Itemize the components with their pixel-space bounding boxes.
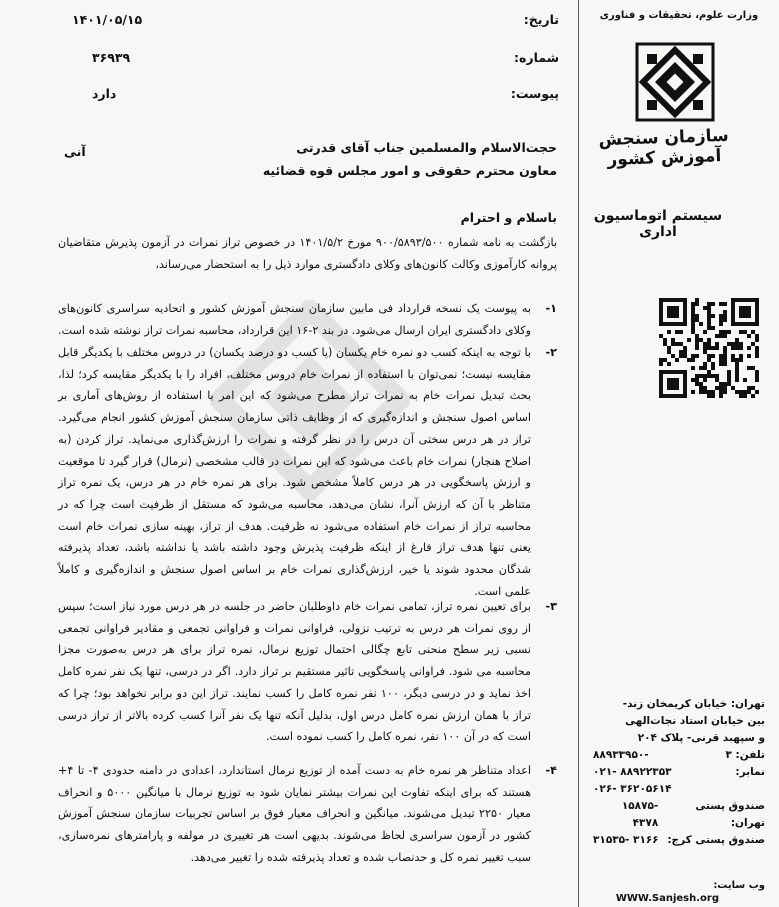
list-item-text: برای تعیین نمره تراز، تمامی نمرات خام داوطلبان حاضر در جلسه در هر درس مورد نیاز است؛ سپس از روی نمرات هر درس به ترتیب نزولی، فراوانی نمرات و فراوانی تجمعی و مقادیر فراوانی تجمعی نسبی زیر سطح منحنی تابع چگالی احتمال توزیع نرمال، نمره تراز برای هر درس به‌صورت مجزا محاسبه می شود. فراوانی پاسخگویی تاثیر مستقیم بر تراز دارد. اگر در درسی، تنها یک نفر نمره کامل اخذ نماید و در درسی دیگر، ۱۰۰ نفر نمره کامل را کسب نمایند. تراز این دو برابر نخواهد بود؛ چرا که تراز با همان ارزش نمره کامل درس اول، بدلیل آنکه تنها یک نفر آنرا کسب کرده بالاتر از تراز درسی است که در آن ۱۰۰ نفر، نمره کامل را کسب نموده است. — [58, 600, 531, 744]
organization-logo-icon — [635, 42, 715, 122]
list-item-number: ۱- — [545, 302, 557, 315]
contact-fax: نمابر: ۰۲۱- ۸۸۹۲۲۳۵۳ — [593, 766, 765, 778]
list-item-number: ۲- — [545, 346, 557, 359]
attachment-value: دارد — [92, 86, 117, 101]
list-item-text: به پیوست یک نسخه قرارداد فی مابین سازمان سنجش آموزش کشور و اتحادیه سراسری کانون‌های وکلای دادگستری ایران ارسال می‌شود. در بند ۲-۱۶ این قرارداد، محاسبه نمرات تراز نوشته شده است. — [58, 302, 531, 337]
website-url[interactable]: WWW.Sanjesh.org — [615, 893, 719, 904]
ministry-name: وزارت علوم، تحقیقات و فناوری — [599, 10, 759, 21]
number-value: ۳۶۹۳۹ — [92, 50, 131, 65]
list-item-text: اعداد متناظر هر نمره خام به دست آمده از توزیع نرمال استاندارد، اعدادی در دامنه حدودی ۴- تا ۴+ هستند که برای اینکه تفاوت این نمرات بیشتر نمایان شود به توزیع نرمال با میانگین ۵۰۰۰ و انحراف معیار ۲۲۵۰ تبدیل می‌شوند. میانگین و انحراف معیار فوق بر اساس تجربیات سازمان سنجش آموزش کشور در آزمون سراسری لحاظ می‌شوند. بدیهی است هر تغییری در مولفه و پارامترهای نمره‌سازی، سبب تغییر نمره کل و حدنصاب شده و تعداد پذیرفته شده را تغییر می‌دهد. — [58, 764, 531, 864]
greeting: باسلام و احترام — [460, 210, 557, 225]
list-item — [58, 596, 557, 748]
list-item — [58, 760, 557, 869]
website-label: وب سایت: — [713, 880, 765, 891]
list-item — [58, 342, 557, 602]
list-item-number: ۴- — [545, 764, 557, 777]
qr-code-icon — [659, 298, 759, 398]
contact-po-box-tehran: صندوق پستی تهران: ۱۵۸۷۵- ۴۳۷۸ — [621, 800, 765, 829]
contact-fax-2: ۰۲۶- ۳۶۲۰۵۶۱۴ — [593, 783, 672, 795]
letterhead-sidebar — [578, 0, 779, 907]
urgency-badge: آنی — [64, 144, 86, 159]
number-label: شماره: — [514, 50, 559, 65]
contact-phone: تلفن: ۳ ۸۸۹۳۳۹۵۰- — [593, 749, 765, 761]
list-item-text: با توجه به اینکه کسب دو نمره خام یکسان (یا کسب دو درصد یکسان) در دروس مختلف با یکدیگر قابل مقایسه نیست؛ نمی‌توان با استفاده از نمرات خام دروس مختلف، افراد را با یکدیگر مقایسه کرد؛ لذا، بحث تبدیل نمرات خام به نمرات تراز مطرح می‌شود که این امر با استفاده از روش‌های آماری بر اساس اصول سنجش و اندازه‌گیری که از وظایف ذاتی سازمان سنجش آموزش کشور انجام می‌گیرد. تراز در هر درس سختی آن درس را در نظر گرفته و نمرات را ارزش‌گذاری می‌نماید. تراز کردن (به اصلاح هنجار) نمرات خام باعث می‌شود که این نمرات در قالب مشخصی (نرمال) قرار گیرد تا موقعیت و ارزش پاسخگویی در هر درس کاملاً مشخص شود. برای هر نمره خام در هر درس، یک نمره تراز متناظر با آن که ارزش آنرا، نشان می‌دهد، محاسبه می‌شود که مستقل از ظرفیت است چرا که در محاسبه تراز از نمرات خام استفاده می‌شود نه ظرفیت. هدف از تراز، بهینه سازی نمرات خام است یعنی تنها هدف تراز فارغ از اینکه ظرفیت پذیرش وجود داشته باشد یا نداشته باشد، تعداد پذیرفته شدگان محدود شوند یا خیر، ارزش‌گذاری نمرات خام بر اساس اصول سنجش و اندازه‌گیری و کاملاً علمی است. — [58, 346, 531, 598]
organization-name: سازمان سنجش آموزش کشور — [598, 125, 730, 170]
address-line: و سپهبد قرنی- پلاک ۲۰۴ — [637, 732, 765, 744]
system-name: سیستم اتوماسیون اداری — [593, 208, 723, 240]
list-item — [58, 298, 557, 341]
date-label: تاریخ: — [523, 12, 559, 27]
contact-po-box-karaj: صندوق پستی کرج: ۳۱۵۳۵- ۳۱۶۶ — [593, 834, 765, 846]
date-value: ۱۴۰۱/۰۵/۱۵ — [72, 12, 143, 27]
address-line: تهران: خیابان کریمخان زند- — [622, 698, 765, 710]
intro-paragraph: بازگشت به نامه شماره ۹۰۰/۵۸۹۳/۵۰۰ مورخ ۱۴۰۱/۵/۲ در خصوص تراز نمرات در آزمون پذیرش متقاضیان پروانه کارآموزی وکالت کانون‌های وکلای دادگستری موارد ذیل را به استحضار می‌رساند، — [58, 236, 557, 271]
recipient-title: معاون محترم حقوقی و امور مجلس قوه قضائیه — [262, 163, 557, 178]
attachment-label: پیوست: — [510, 86, 559, 101]
recipient-name: حجت‌الاسلام والمسلمین جناب آقای قدرتی — [296, 140, 557, 155]
address-block — [593, 696, 765, 849]
list-item-number: ۳- — [545, 600, 557, 613]
address-line: بین خیابان استاد نجات‌الهی — [625, 715, 765, 727]
